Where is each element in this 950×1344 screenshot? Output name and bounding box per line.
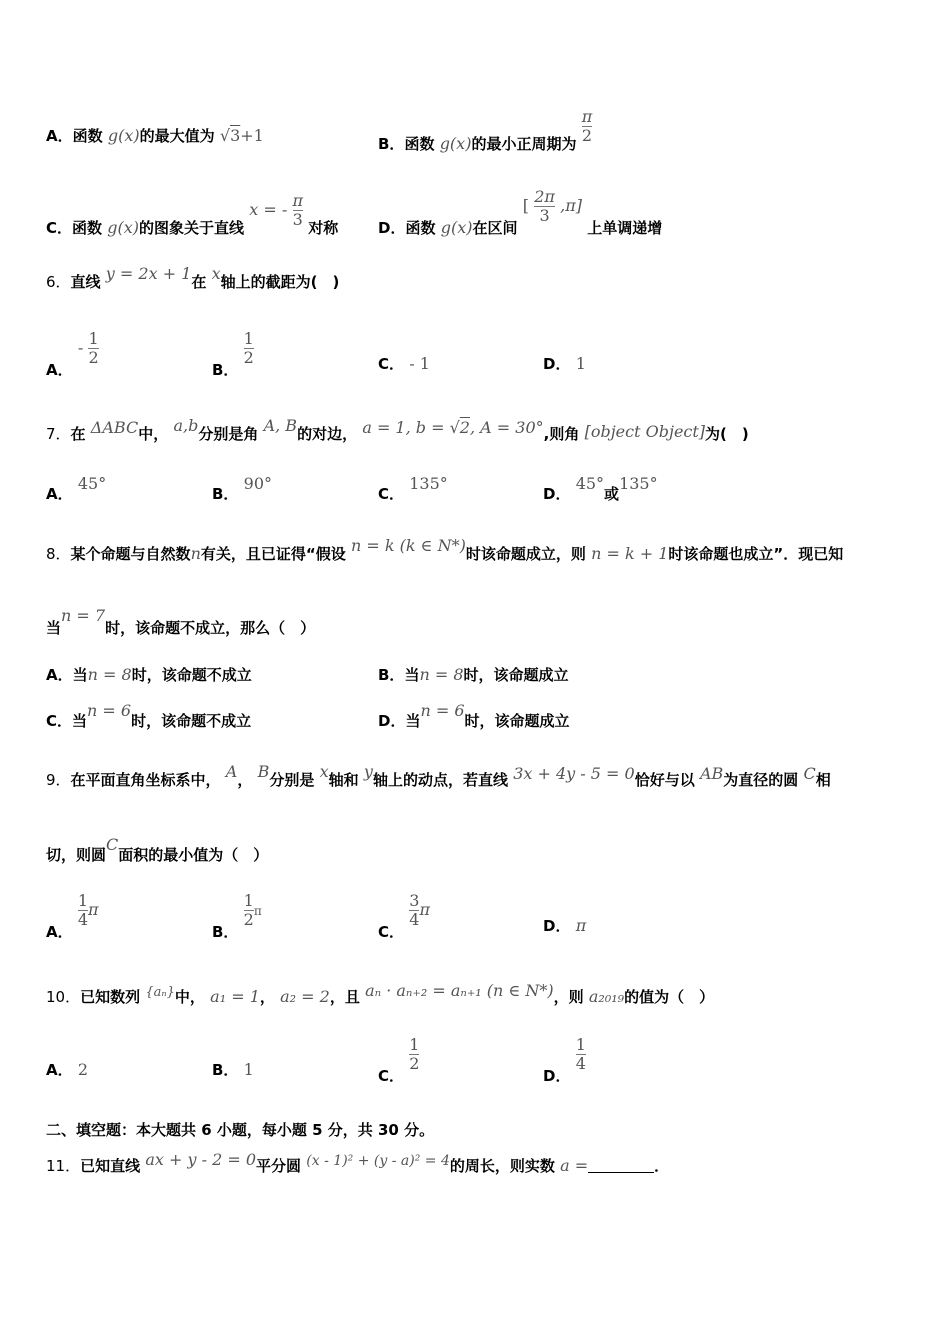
q9-option-b: B． $\frac{1}{2}$ π	[212, 891, 262, 941]
q9-option-d: D． π	[543, 916, 587, 935]
q10-option-d: D． $\frac{1}{4}$	[543, 1035, 586, 1085]
q10-option-b: B． 1	[212, 1060, 254, 1079]
q10-stem: 10．已知数列 {aₙ}中， a₁ = 1， a₂ = 2，且 aₙ · aₙ₊₂ = aₙ₊₁ (n ∈ N*)，则 a₂₀₁₉的值为（ ）	[46, 981, 715, 1006]
q9-option-a: A． $\frac{1}{4}$ π	[46, 891, 99, 941]
section-title: 二、填空题：本大题共 6 小题，每小题 5 分，共 30 分。	[46, 1121, 435, 1139]
q8-option-c: C．当n = 6时，该命题不成立	[46, 701, 252, 730]
q10-option-a: A． 2	[46, 1060, 89, 1079]
q6-option-b: B． $\frac{1}{2}$	[212, 329, 254, 379]
q5-option-c: C．函数 g(x)的图象关于直线 x = - $\frac{\pi}{3}$ 对称	[46, 191, 339, 237]
q7-option-b: B． 90°	[212, 474, 273, 503]
q6-stem: 6．直线 y = 2x + 1在 x轴上的截距为( )	[46, 264, 340, 291]
q7-stem: 7．在 ΔABC中， a,b分别是角 A, B的对边， a = 1, b = √2, A = 30°,则角 [object Object]为( )	[46, 416, 749, 443]
q8-option-b: B．当n = 8时，该命题成立	[378, 665, 569, 684]
q8-stem-line2: 当n = 7时，该命题不成立，那么（ ）	[46, 606, 316, 637]
q5-option-d: D．函数 g(x)在区间 [ $\frac{2\pi}{3}$ ,π] 上单调递增	[378, 187, 663, 237]
q9-option-c: C． $\frac{3}{4}$ π	[378, 891, 430, 941]
q10-option-c: C． $\frac{1}{2}$	[378, 1035, 420, 1085]
q8-option-a: A．当n = 8时，该命题不成立	[46, 665, 252, 684]
q6-option-d: D． 1	[543, 354, 586, 373]
q8-option-d: D．当n = 6时，该命题成立	[378, 701, 570, 730]
q7-option-a: A． 45°	[46, 474, 107, 503]
q5-option-b: B．函数 g(x)的最小正周期为 $\frac{\pi}{2}$	[378, 107, 593, 153]
answer-blank[interactable]	[588, 1158, 654, 1173]
q5-option-a: A．函数 g(x)的最大值为 √3+1	[46, 126, 264, 145]
q7-option-c: C． 135°	[378, 474, 448, 503]
q9-stem-line2: 切，则圆C面积的最小值为（ ）	[46, 835, 269, 864]
q11-stem: 11．已知直线 ax + y - 2 = 0平分圆 (x - 1)² + (y - a)² = 4的周长，则实数 a = ．	[46, 1150, 670, 1175]
q6-option-a: A． - $\frac{1}{2}$	[46, 329, 99, 379]
q9-stem-line1: 9．在平面直角坐标系中， A， B分别是 x轴和 y轴上的动点，若直线 3x + 4y - 5 = 0恰好与以 AB为直径的圆 C相	[46, 762, 831, 789]
q8-stem-line1: 8．某个命题与自然数n有关，且已证得“假设 n = k (k ∈ N*)时该命题成立，则 n = k + 1时该命题也成立”．现已知	[46, 536, 844, 563]
q6-option-c: C． - 1	[378, 354, 430, 373]
q7-option-d: D． 45°或135°	[543, 474, 658, 503]
